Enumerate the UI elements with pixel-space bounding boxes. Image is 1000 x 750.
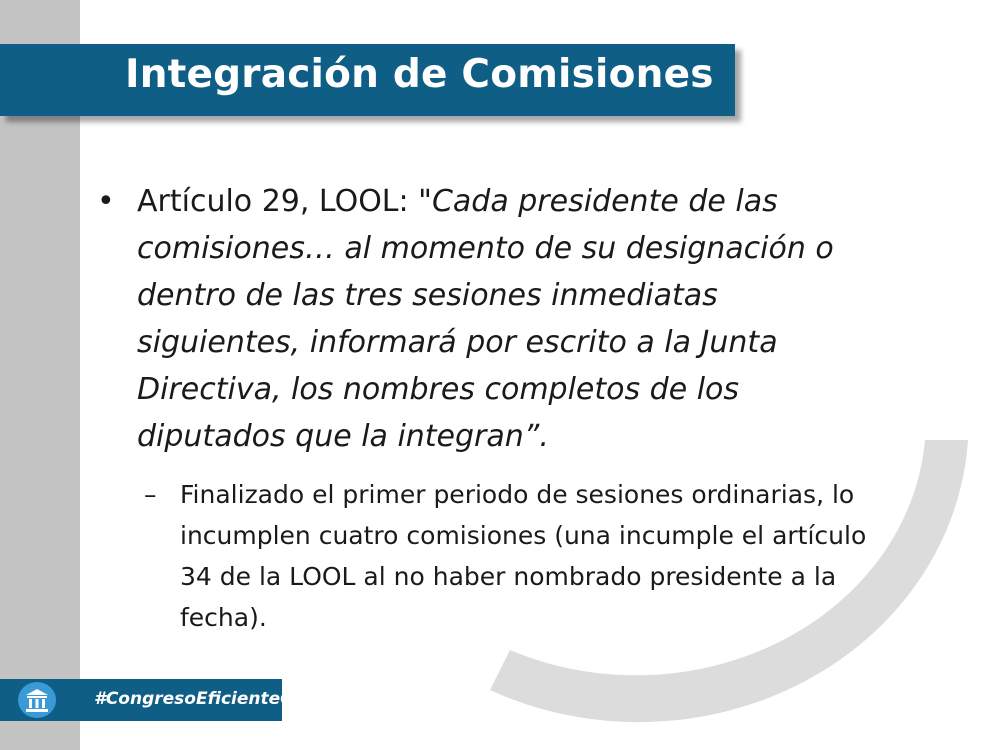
sub-bullet-marker: – [144, 480, 157, 509]
slide-content [97, 178, 887, 638]
congress-building-icon [18, 682, 56, 718]
sub-bullet-item [144, 474, 890, 638]
footer-bar [0, 679, 306, 721]
footer-hashtag: #CongresoEficienteGT [94, 689, 306, 709]
bullet-lead-text: Artículo 29, LOOL: " [137, 184, 432, 219]
bullet-marker: • [97, 184, 115, 219]
sub-bullet-text: Finalizado el primer periodo de sesiones ordinarias, lo incumplen cuatro comisiones (una incumple el artículo 34 de la LOOL al no haber nombrado presidente a la fecha). [180, 480, 867, 632]
bullet-item [97, 178, 887, 460]
bullet-quote-text: Cada presidente de las comisiones… al momento de su designación o dentro de las tres sesiones inmediatas siguientes, informará por escrito a la Junta Directiva, los nombres completos de los diputados que la integran”. [137, 184, 834, 454]
slide-title: Integración de Comisiones [125, 52, 714, 97]
